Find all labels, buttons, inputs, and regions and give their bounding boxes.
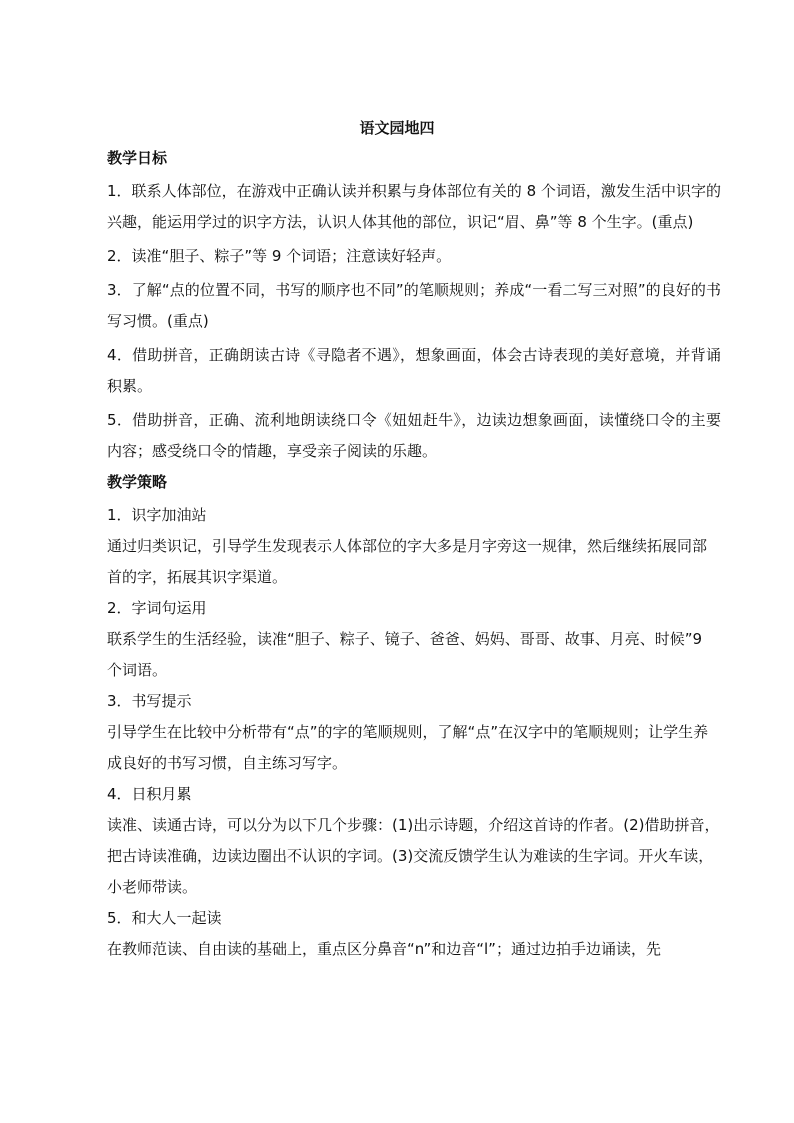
strategy-title-5: 5．和大人一起读 bbox=[107, 909, 222, 927]
strategy-text-2: 联系学生的生活经验，读准“胆子、粽子、镜子、爸爸、妈妈、哥哥、故事、月亮、时候”9 个词语。 bbox=[107, 630, 703, 679]
document-body bbox=[107, 147, 721, 965]
page-title: 语文园地四 bbox=[359, 119, 435, 137]
strategy-text-1: 通过归类识记，引导学生发现表示人体部位的字大多是月字旁这一规律，然后继续拓展同部首的字，拓展其识字渠道。 bbox=[107, 537, 708, 586]
goal-item-4: 4．借助拼音，正确朗读古诗《寻隐者不遇》，想象画面，体会古诗表现的美好意境，并背诵积累。 bbox=[107, 346, 721, 395]
strategy-title-3: 3．书写提示 bbox=[107, 692, 192, 710]
goal-item-3: 3．了解“点的位置不同，书写的顺序也不同”的笔顺规则；养成“一看二写三对照”的良好的书写习惯。(重点) bbox=[107, 281, 721, 330]
strategies-heading: 教学策略 bbox=[107, 473, 168, 491]
goals-heading: 教学日标 bbox=[107, 149, 168, 167]
strategy-title-2: 2．字词句运用 bbox=[107, 599, 207, 617]
goal-item-5: 5．借助拼音，正确、流利地朗读绕口令《妞妞赶牛》，边读边想象画面，读懂绕口令的主要内容；感受绕口令的情趣，享受亲子阅读的乐趣。 bbox=[107, 411, 721, 460]
strategy-text-5: 在教师范读、自由读的基础上，重点区分鼻音“n”和边音“l”；通过边拍手边诵读，先 bbox=[107, 940, 661, 958]
strategy-text-3: 引导学生在比较中分析带有“点”的字的笔顺规则，了解“点”在汉字中的笔顺规则；让学生养成良好的书写习惯，自主练习写字。 bbox=[107, 723, 709, 772]
strategy-text-4: 读准、读通古诗，可以分为以下几个步骤：(1)出示诗题，介绍这首诗的作者。(2)借助拼音，把古诗读准确，边读边圈出不认识的字词。(3)交流反馈学生认为难读的生字词。开火车读，小老师带读。 bbox=[107, 816, 720, 896]
goal-item-2: 2．读准“胆子、粽子”等 9 个词语；注意读好轻声。 bbox=[107, 247, 452, 265]
strategy-title-4: 4．日积月累 bbox=[107, 785, 192, 803]
goal-item-1: 1．联系人体部位，在游戏中正确认读并积累与身体部位有关的 8 个词语，激发生活中识字的兴趣，能运用学过的识字方法，认识人体其他的部位，识记“眉、鼻”等 8 个生字。(重点) bbox=[107, 182, 721, 231]
strategy-title-1: 1．识字加油站 bbox=[107, 506, 207, 524]
